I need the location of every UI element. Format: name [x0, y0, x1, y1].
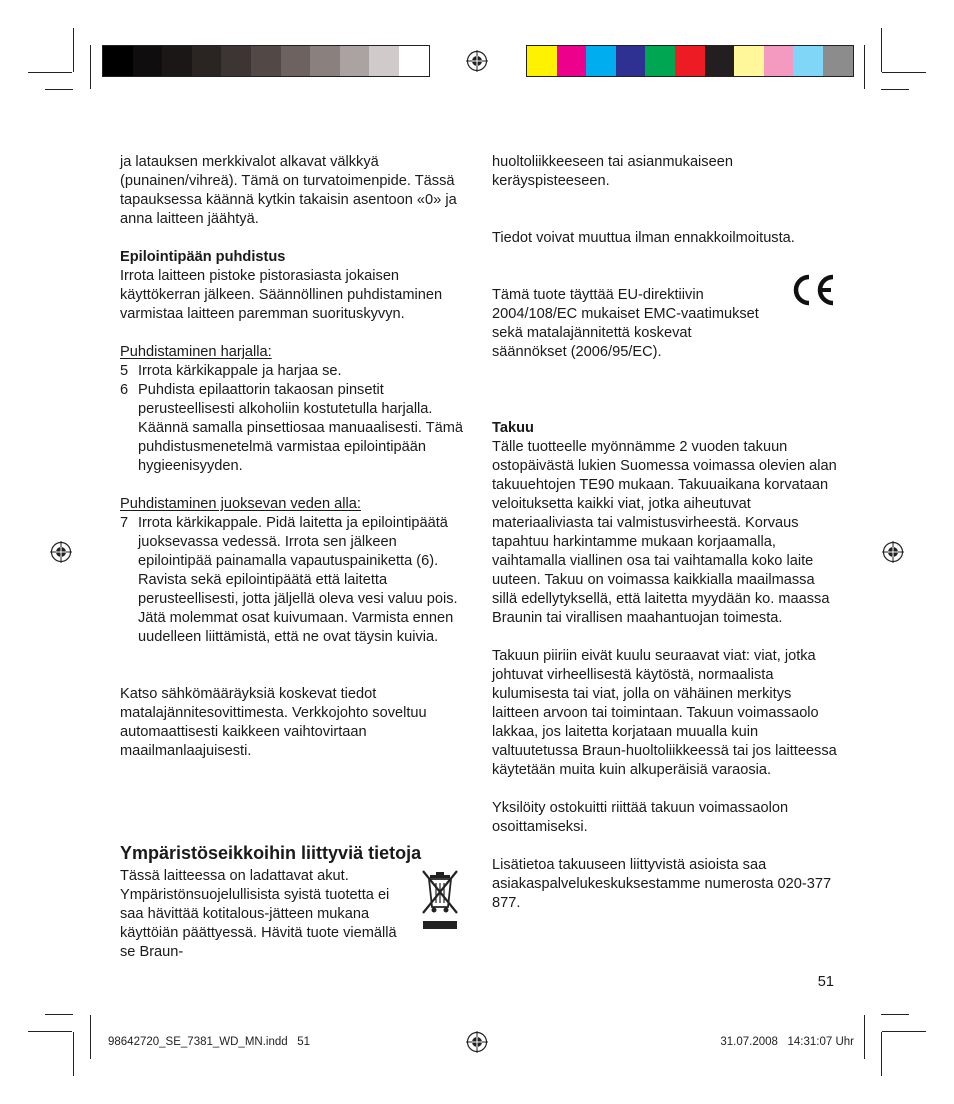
crossed-out-wheelie-bin-icon — [417, 869, 463, 931]
process-swatch — [557, 46, 587, 76]
step-text: Irrota kärkikappale. Pidä laitetta ja epilointipäätä juoksevassa vedessä. Irrota sen jälkeen epilointipää painamalla vapautuspainiketta (6). Ravista sekä epilointipäätä että laitetta perusteellisesti, jotta jäljellä oleva vesi valuu pois. Jätä molemmat osat kuivumaan. Varmista ennen uudelleen liittämistä, että ne ovat täysin kuivia. — [138, 515, 458, 645]
step-text: Irrota kärkikappale ja harjaa se. — [138, 363, 342, 379]
warranty-text: Tälle tuotteelle myönnämme 2 vuoden takuun ostopäivästä lukien Suomessa voimassa olevien alan takuuehtojen TE90 mukaan. Takuuaikana korvataan veloituksetta kaikki viat, jotka aiheutuvat materiaaliviasta tai valmistusvirheestä. Korvaus tapahtuu harkintamme mukaan korjaamalla, vaihtamalla viallinen osa tai vaihtamalla koko laite uuteen. Takuu on voimassa kaikkialla maailmassa sillä edellytyksellä, että laitetta myydään ko. maassa Braunin tai virallisen maahantuojan toimesta. — [492, 439, 837, 626]
water-cleaning-heading: Puhdistaminen juoksevan veden alla: — [120, 496, 361, 512]
service-text: huoltoliikkeeseen tai asianmukaiseen keräyspisteeseen. — [492, 154, 733, 189]
process-swatch — [675, 46, 705, 76]
process-swatch — [793, 46, 823, 76]
charging-warning-text: ja latauksen merkkivalot alkavat välkkyä (punainen/vihreä). Tämä on turvatoimenpide. Tässä tapauksessa käännä kytkin takaisin asentoon «0» ja anna laitteen jäähtyä. — [120, 154, 457, 227]
grayscale-swatch — [133, 46, 163, 76]
step-number: 5 — [120, 363, 129, 379]
step-number: 7 — [120, 515, 129, 531]
registration-mark-icon — [882, 541, 904, 563]
step-text: Puhdista epilaattorin takaosan pinsetit perusteellisesti alkoholiin kostutetulla harjalla. Käännä samalla pinsettiosaa manuaalisesti. Tämä puhdistusmenetelmä varmistaa epilointipään hygieenisyyden. — [138, 382, 464, 474]
grayscale-swatch — [192, 46, 222, 76]
step-item — [120, 381, 465, 476]
grayscale-swatch — [103, 46, 133, 76]
right-column — [492, 153, 837, 362]
brush-cleaning-heading: Puhdistaminen harjalla: — [120, 344, 272, 360]
brush-steps-list — [120, 362, 465, 476]
grayscale-swatch — [369, 46, 399, 76]
page-number: 51 — [817, 974, 834, 990]
warranty-heading: Takuu — [492, 420, 534, 436]
process-swatch — [705, 46, 735, 76]
registration-mark-icon — [466, 50, 488, 72]
footer-filename: 98642720_SE_7381_WD_MN.indd 51 — [108, 1036, 311, 1048]
ce-compliance-text: Tämä tuote täyttää EU-direktiivin 2004/108/EC mukaiset EMC-vaatimukset sekä matalajännitettä koskevat säännökset (2006/95/EC). — [492, 287, 759, 360]
grayscale-swatch — [162, 46, 192, 76]
ce-mark-icon — [790, 271, 836, 309]
notice-text: Tiedot voivat muuttua ilman ennakkoilmoitusta. — [492, 230, 795, 246]
step-number: 6 — [120, 382, 129, 398]
environment-heading: Ympäristöseikkoihin liittyviä tietoja — [120, 843, 422, 863]
warranty-exclusions-text: Takuun piiriin eivät kuulu seuraavat viat: viat, jotka johtuvat virheellisestä käytöstä, normaalista kulumisesta tai viat, jolla on vähäinen merkitys laitteen arvoon tai toimintaan. Takuun voimassaolo lakkaa, jos laitetta korjataan muualla kuin valtuutetussa Braun-huoltoliikkeessä tai jos laitteessa käytetään muita kuin alkuperäisiä varaosia. — [492, 648, 837, 778]
warranty-section — [492, 419, 837, 913]
water-steps-list — [120, 514, 465, 647]
process-swatch — [586, 46, 616, 76]
step-item — [120, 514, 465, 647]
receipt-text: Yksilöity ostokuitti riittää takuun voimassaolon osoittamiseksi. — [492, 800, 789, 835]
cleaning-heading: Epilointipään puhdistus — [120, 249, 286, 265]
contact-text: Lisätietoa takuuseen liittyvistä asioista saa asiakaspalvelukeskuksestamme numerosta 020-377 877. — [492, 857, 832, 911]
step-item — [120, 362, 465, 381]
process-swatch — [616, 46, 646, 76]
electrical-info-text: Katso sähkömääräyksiä koskevat tiedot matalajännitesovittimesta. Verkkojohto soveltuu automaattisesti kaikkeen vaihtovirtaan maailmanlaajuisesti. — [120, 686, 427, 759]
process-swatch — [734, 46, 764, 76]
grayscale-swatch — [310, 46, 340, 76]
grayscale-swatch — [251, 46, 281, 76]
process-swatch — [823, 46, 853, 76]
process-swatch — [645, 46, 675, 76]
grayscale-swatch — [221, 46, 251, 76]
registration-mark-icon — [50, 541, 72, 563]
grayscale-color-bar — [102, 45, 430, 77]
process-color-bar — [526, 45, 854, 77]
cleaning-text: Irrota laitteen pistoke pistorasiasta jokaisen käyttökerran jälkeen. Säännöllinen puhdistaminen varmistaa laitteen paremman suorituskyvyn. — [120, 268, 443, 322]
left-column — [120, 153, 465, 761]
grayscale-swatch — [399, 46, 429, 76]
grayscale-swatch — [281, 46, 311, 76]
grayscale-swatch — [340, 46, 370, 76]
process-swatch — [527, 46, 557, 76]
process-swatch — [764, 46, 794, 76]
environment-text: Tässä laitteessa on ladattavat akut. Ympäristönsuojelullisista syistä tuotetta ei saa hävittää kotitalous-jätteen mukana käyttöiän päättyessä. Hävitä tuote viemällä se Braun- — [120, 868, 397, 960]
footer-timestamp: 31.07.2008 14:31:07 Uhr — [720, 1036, 854, 1048]
registration-mark-icon — [466, 1031, 488, 1053]
